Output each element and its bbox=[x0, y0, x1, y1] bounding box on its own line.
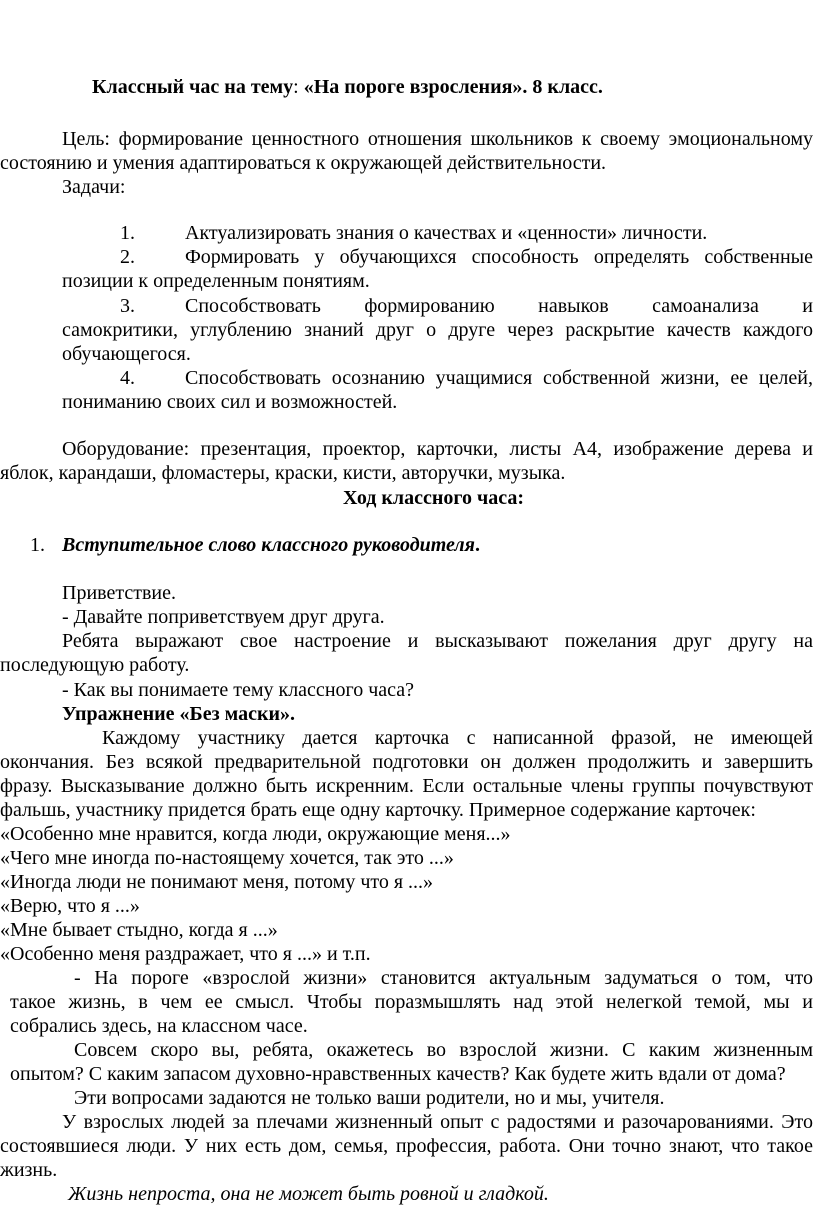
exercise-title: Упражнение «Без маски». bbox=[62, 703, 296, 725]
exercise-line-4: фальшь, участнику придется брать еще одну карточку. Примерное содержание карточек: bbox=[0, 799, 756, 821]
question-theme: - Как вы понимаете тему классного часа? bbox=[62, 679, 415, 701]
tasks-label: Задачи: bbox=[62, 176, 126, 198]
task-4-number: 4. bbox=[120, 367, 135, 389]
card-3: «Иногда люди не понимают меня, потому что я ...» bbox=[0, 871, 434, 893]
task-2-line-1: Формировать у обучающихся способность определять собственные bbox=[185, 246, 813, 268]
adults-line-2: состоявшиеся люди. У них есть дом, семья, профессия, работа. Они точно знают, что такое bbox=[0, 1135, 813, 1157]
life-italic: Жизнь непроста, она не может быть ровной и гладкой. bbox=[68, 1183, 549, 1205]
threshold-line-3: собрались здесь, на классном часе. bbox=[10, 1015, 308, 1037]
task-2-line-2: позиции к определенным понятиям. bbox=[62, 270, 370, 292]
kids-mood-line-1: Ребята выражают свое настроение и высказывают пожелания друг другу на bbox=[62, 630, 813, 652]
task-3-line-1: Способствовать формированию навыков самоанализа и bbox=[185, 295, 813, 317]
card-2: «Чего мне иногда по-настоящему хочется, так это ...» bbox=[0, 847, 454, 869]
progress-heading: Ход классного часа: bbox=[343, 487, 525, 509]
adults-line-3: жизнь. bbox=[0, 1159, 58, 1181]
exercise-line-3: фразу. Высказывание должно быть искренним. Если остальные члены группы почувствуют bbox=[0, 775, 813, 797]
task-1-line-1: Актуализировать знания о качествах и «ценности» личности. bbox=[185, 222, 708, 244]
threshold-line-2: такое жизнь, в чем ее смысл. Чтобы поразмышлять над этой нелегкой темой, мы и bbox=[10, 991, 813, 1013]
greet-each-other: - Давайте поприветствуем друг друга. bbox=[62, 606, 385, 628]
task-3-line-3: обучающегося. bbox=[62, 343, 191, 365]
task-4-line-1: Способствовать осознанию учащимися собственной жизни, ее целей, bbox=[185, 367, 813, 389]
card-5: «Мне бывает стыдно, когда я ...» bbox=[0, 919, 278, 941]
threshold-line-1: - На пороге «взрослой жизни» становится актуальным задуматься о том, что bbox=[74, 967, 813, 989]
goal-line-2: состоянию и умения адаптироваться к окружающей действительности. bbox=[0, 152, 607, 174]
section-1-title bbox=[62, 533, 480, 557]
section-1-title-text: Вступительное слово классного руководителя bbox=[62, 534, 475, 556]
exercise-line-2: окончания. Без всякой предварительной подготовки он должен продолжить и завершить bbox=[0, 751, 813, 773]
task-3-line-2: самокритики, углублению знаний друг о друге через раскрытие качеств каждого bbox=[62, 319, 813, 341]
card-1: «Особенно мне нравится, когда люди, окружающие меня...» bbox=[0, 823, 511, 845]
document-title bbox=[92, 75, 603, 99]
task-2-number: 2. bbox=[120, 246, 135, 268]
goal-line-1: Цель: формирование ценностного отношения школьников к своему эмоциональному bbox=[62, 128, 813, 150]
questions-asked: Эти вопросами задаются не только ваши родители, но и мы, учителя. bbox=[74, 1087, 665, 1109]
section-1-number: 1. bbox=[30, 534, 45, 556]
task-4-line-2: пониманию своих сил и возможностей. bbox=[62, 391, 398, 413]
card-6: «Особенно меня раздражает, что я ...» и т.п. bbox=[0, 943, 371, 965]
task-1-number: 1. bbox=[120, 222, 135, 244]
card-4: «Верю, что я ...» bbox=[0, 895, 140, 917]
greeting: Приветствие. bbox=[62, 582, 176, 604]
title-colon: : bbox=[293, 76, 299, 98]
equipment-line-2: яблок, карандаши, фломастеры, краски, кисти, авторучки, музыка. bbox=[0, 462, 566, 484]
soon-line-1: Совсем скоро вы, ребята, окажетесь во взрослой жизни. С каким жизненным bbox=[74, 1039, 813, 1061]
section-1-title-dot: . bbox=[475, 534, 480, 556]
kids-mood-line-2: последующую работу. bbox=[0, 654, 190, 676]
task-3-number: 3. bbox=[120, 295, 135, 317]
adults-line-1: У взрослых людей за плечами жизненный опыт с радостями и разочарованиями. Это bbox=[62, 1111, 813, 1133]
exercise-line-1: Каждому участнику дается карточка с написанной фразой, не имеющей bbox=[102, 727, 813, 749]
title-part2: «На пороге взросления». 8 класс. bbox=[298, 76, 603, 98]
equipment-line-1: Оборудование: презентация, проектор, карточки, листы А4, изображение дерева и bbox=[62, 438, 813, 460]
soon-line-2: опытом? С каким запасом духовно-нравственных качеств? Как будете жить вдали от дома? bbox=[10, 1063, 786, 1085]
title-part1: Классный час на тему bbox=[92, 76, 294, 98]
